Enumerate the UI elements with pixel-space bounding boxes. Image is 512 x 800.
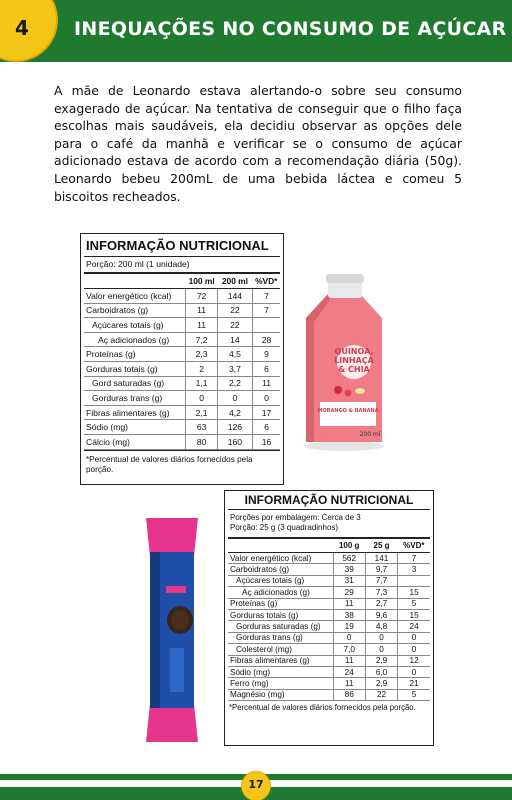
nutrient-value: 0 xyxy=(365,632,397,643)
table-row xyxy=(228,632,430,643)
nutrient-value: 22 xyxy=(365,689,397,700)
nutrient-label: Proteínas (g) xyxy=(84,347,186,362)
nutrient-value: 0 xyxy=(365,644,397,655)
carton-name-line3: & CHIA xyxy=(338,365,370,374)
nutrient-value: 4,8 xyxy=(365,621,397,632)
nutrient-label: Gorduras trans (g) xyxy=(228,632,333,643)
nutrient-value: 5 xyxy=(398,598,430,609)
nutrient-value: 11 xyxy=(333,655,365,666)
strawberry-icon xyxy=(345,390,352,397)
nutrient-label: Valor energético (kcal) xyxy=(228,553,333,564)
nutrient-value: 38 xyxy=(333,609,365,620)
nutrient-label: Ferro (mg) xyxy=(228,678,333,689)
nutrient-value: 3,7 xyxy=(217,361,252,376)
carton-volume: 200 ml xyxy=(359,431,381,438)
biscuit-nutrition-table xyxy=(228,537,430,701)
table-row xyxy=(228,564,430,575)
nutrient-label: Fibras alimentares (g) xyxy=(228,655,333,666)
nutrient-value: 2,1 xyxy=(186,405,217,420)
nutrient-value: 141 xyxy=(365,553,397,564)
table-row xyxy=(84,420,280,435)
nutrient-value: 6 xyxy=(253,361,280,376)
column-header: %VD* xyxy=(253,273,280,289)
table-row xyxy=(228,609,430,620)
table-row xyxy=(228,587,430,598)
package-brand-strip xyxy=(166,586,186,593)
table-row xyxy=(84,405,280,420)
nutrient-value: 15 xyxy=(398,609,430,620)
column-header: %VD* xyxy=(398,538,430,553)
table-row xyxy=(84,303,280,318)
nutrient-value: 11 xyxy=(186,303,217,318)
table-row xyxy=(84,434,280,449)
table-row xyxy=(84,391,280,406)
nutrient-value: 2,7 xyxy=(365,598,397,609)
nutrient-value: 12 xyxy=(398,655,430,666)
nutrient-value: 7 xyxy=(253,303,280,318)
column-header: 100 ml xyxy=(186,273,217,289)
nutrient-label: Carboidratos (g) xyxy=(84,303,186,318)
nutrient-value: 7 xyxy=(253,289,280,304)
nutrient-value: 2,2 xyxy=(217,376,252,391)
nutrient-value: 0 xyxy=(333,632,365,643)
nutrient-value: 22 xyxy=(217,318,252,333)
intro-paragraph: A mãe de Leonardo estava alertando-o sobre seu consumo exagerado de açúcar. Na tentativa de conseguir que o filho faça escolhas mais saudáveis, ela decidiu observar as opções dele para o café da manhã e verificar se o consumo de açúcar adicionado estava de acordo com a recomendação diária (50g). Leonardo bebeu 200mL de uma bebida láctea e comeu 5 biscoitos recheados. xyxy=(54,83,462,204)
milk-drink-carton-image xyxy=(298,266,390,452)
nutrient-value: 0 xyxy=(217,391,252,406)
chapter-number: 4 xyxy=(15,16,29,40)
nutrient-value: 562 xyxy=(333,553,365,564)
biscuit-portion-line2: Porção: 25 g (3 quadradinhos) xyxy=(230,523,339,532)
table-row xyxy=(228,621,430,632)
nutrient-value: 0 xyxy=(186,391,217,406)
nutrient-value: 24 xyxy=(333,666,365,677)
nutrient-value: 2 xyxy=(186,361,217,376)
nutrient-label: Aç adicionados (g) xyxy=(84,332,186,347)
nutrient-label: Cálcio (mg) xyxy=(84,434,186,449)
carton-info-panel xyxy=(320,402,376,426)
nutrient-value: 160 xyxy=(217,434,252,449)
table-row xyxy=(228,553,430,564)
nutrient-value: 0 xyxy=(398,644,430,655)
table-row xyxy=(228,644,430,655)
nutrient-label: Colesterol (mg) xyxy=(228,644,333,655)
nutrient-value: 7,7 xyxy=(365,575,397,586)
carton-name-line2: LINHAÇA xyxy=(334,356,374,365)
nutrient-value: 11 xyxy=(186,318,217,333)
biscuit-portion-line1: Porções por embalagem: Cerca de 3 xyxy=(230,513,361,522)
nutrient-value: 7,3 xyxy=(365,587,397,598)
nutrient-label: Proteínas (g) xyxy=(228,598,333,609)
nutrient-value: 7 xyxy=(398,553,430,564)
page-number: 17 xyxy=(248,778,264,791)
carton-name-line1: QUINOA, xyxy=(334,347,374,356)
nutrient-value: 9,7 xyxy=(365,564,397,575)
nutrient-value: 144 xyxy=(217,289,252,304)
table-row xyxy=(84,332,280,347)
table-row xyxy=(228,666,430,677)
cookie-filling-icon xyxy=(171,610,189,630)
nutrient-value: 9,6 xyxy=(365,609,397,620)
nutrient-label: Sódio (mg) xyxy=(228,666,333,677)
nutrient-value: 29 xyxy=(333,587,365,598)
nutrient-label: Valor energético (kcal) xyxy=(84,289,186,304)
nutrient-value: 4,2 xyxy=(217,405,252,420)
nutrient-value: 7,0 xyxy=(333,644,365,655)
nutrient-label: Gorduras trans (g) xyxy=(84,391,186,406)
column-header: 200 ml xyxy=(217,273,252,289)
nutrient-label: Magnésio (mg) xyxy=(228,689,333,700)
nutrient-value: 11 xyxy=(333,598,365,609)
nutrient-label: Gorduras totais (g) xyxy=(228,609,333,620)
nutrient-value: 22 xyxy=(217,303,252,318)
nutrient-value: 7,2 xyxy=(186,332,217,347)
table-row xyxy=(84,347,280,362)
nutrient-label: Gord saturadas (g) xyxy=(84,376,186,391)
nutrient-label: Açúcares totais (g) xyxy=(228,575,333,586)
nutrient-value: 15 xyxy=(398,587,430,598)
table-header-row xyxy=(228,538,430,553)
nutrient-value xyxy=(253,318,280,333)
column-header: 25 g xyxy=(365,538,397,553)
nutrient-value: 86 xyxy=(333,689,365,700)
table-row xyxy=(84,289,280,304)
nutrient-value: 2,9 xyxy=(365,678,397,689)
nutrient-value: 11 xyxy=(333,678,365,689)
biscuit-nutrition-label xyxy=(224,490,434,746)
drink-label-footnote: *Percentual de valores diários fornecidos pela porção. xyxy=(84,450,280,475)
nutrient-value: 24 xyxy=(398,621,430,632)
table-row xyxy=(84,361,280,376)
page-title: INEQUAÇÕES NO CONSUMO DE AÇÚCAR xyxy=(74,18,507,40)
nutrient-value: 21 xyxy=(398,678,430,689)
package-side-shade xyxy=(150,552,160,708)
carton-shadow xyxy=(304,441,384,451)
nutrient-value: 3 xyxy=(398,564,430,575)
nutrient-label: Gorduras totais (g) xyxy=(84,361,186,376)
nutrient-value: 5 xyxy=(398,689,430,700)
biscuit-label-title: INFORMAÇÃO NUTRICIONAL xyxy=(244,493,414,507)
nutrient-value: 9 xyxy=(253,347,280,362)
table-row xyxy=(228,655,430,666)
nutrient-value: 19 xyxy=(333,621,365,632)
nutrient-value: 0 xyxy=(398,666,430,677)
drink-label-portion: Porção: 200 ml (1 unidade) xyxy=(84,256,280,272)
drink-label-title: INFORMAÇÃO NUTRICIONAL xyxy=(86,238,269,253)
drink-nutrition-table xyxy=(84,272,280,450)
biscuit-label-footnote: *Percentual de valores diários fornecidos pela porção. xyxy=(229,703,416,713)
nutrient-value: 63 xyxy=(186,420,217,435)
nutrient-label: Açúcares totais (g) xyxy=(84,318,186,333)
nutrient-label: Fibras alimentares (g) xyxy=(84,405,186,420)
nutrient-value: 6,0 xyxy=(365,666,397,677)
nutrient-value: 2,3 xyxy=(186,347,217,362)
table-row xyxy=(228,598,430,609)
biscuit-label-portion xyxy=(228,509,430,537)
column-header-nutrient xyxy=(228,538,333,553)
carton-cap-top xyxy=(326,274,364,283)
carton-flavor: MORANGO & BANANA xyxy=(317,408,379,414)
nutrient-value: 2,9 xyxy=(365,655,397,666)
strawberry-icon xyxy=(334,386,342,394)
biscuit-package-image xyxy=(144,516,200,744)
column-header: 100 g xyxy=(333,538,365,553)
table-row xyxy=(228,575,430,586)
nutrient-value: 11 xyxy=(253,376,280,391)
drink-nutrition-label xyxy=(80,233,284,485)
column-header-nutrient xyxy=(84,273,186,289)
nutrient-value: 39 xyxy=(333,564,365,575)
package-brand-logo xyxy=(170,648,184,692)
nutrient-value xyxy=(398,575,430,586)
nutrient-label: Carboidratos (g) xyxy=(228,564,333,575)
nutrient-value: 80 xyxy=(186,434,217,449)
nutrient-label: Aç adicionados (g) xyxy=(228,587,333,598)
nutrient-value: 28 xyxy=(253,332,280,347)
table-row xyxy=(228,689,430,700)
nutrient-value: 1,1 xyxy=(186,376,217,391)
nutrient-value: 0 xyxy=(253,391,280,406)
banana-icon xyxy=(355,388,365,394)
nutrient-label: Sódio (mg) xyxy=(84,420,186,435)
table-row xyxy=(228,678,430,689)
nutrient-value: 16 xyxy=(253,434,280,449)
package-end-top xyxy=(146,518,198,556)
nutrient-value: 17 xyxy=(253,405,280,420)
table-row xyxy=(84,318,280,333)
nutrient-value: 126 xyxy=(217,420,252,435)
nutrient-value: 6 xyxy=(253,420,280,435)
nutrient-value: 72 xyxy=(186,289,217,304)
nutrient-value: 4,5 xyxy=(217,347,252,362)
nutrient-value: 0 xyxy=(398,632,430,643)
table-row xyxy=(84,376,280,391)
table-header-row xyxy=(84,273,280,289)
nutrient-value: 31 xyxy=(333,575,365,586)
package-end-bottom xyxy=(146,704,198,742)
nutrient-value: 14 xyxy=(217,332,252,347)
nutrient-label: Gorduras saturadas (g) xyxy=(228,621,333,632)
